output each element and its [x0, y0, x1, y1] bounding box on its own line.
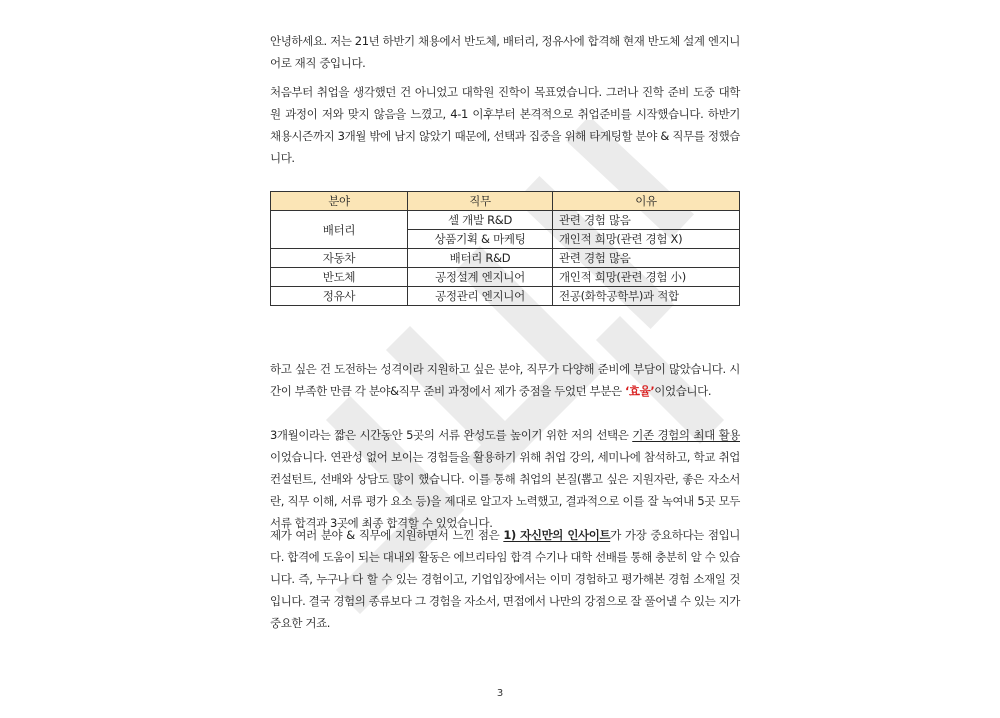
header-field: 분야 — [271, 192, 408, 211]
target-table — [270, 191, 740, 306]
header-reason: 이유 — [553, 192, 740, 211]
table-row — [271, 211, 740, 230]
cell-reason: 관련 경험 많음 — [553, 249, 740, 268]
quote-open: ‘ — [624, 384, 629, 398]
cell-job: 배터리 R&D — [408, 249, 553, 268]
cell-field: 정유사 — [271, 287, 408, 306]
background-paragraph: 처음부터 취업을 생각했던 건 아니었고 대학원 진학이 목표였습니다. 그러나 진학 준비 도중 대학원 과정이 저와 맞지 않음을 느꼈고, 4-1 이후부터 본격적으로 취업준비를 시작했습니다. 하반기 채용시즌까지 3개월 밖에 남지 않았기 때문에, 선택과 집중을 위해 타게팅할 분야 & 직무를 정했습니다. — [270, 85, 740, 165]
table-row — [271, 249, 740, 268]
table-row — [271, 287, 740, 306]
efficiency-paragraph — [270, 358, 740, 402]
efficiency-text: 하고 싶은 건 도전하는 성격이라 지원하고 싶은 분야, 직무가 다양해 준비에 부담이 많았습니다. 시간이 부족한 만큼 각 분야&직무 준비 과정에서 제가 중점을 두었던 부분은 — [270, 362, 740, 398]
strategy-paragraph — [270, 424, 740, 534]
table-row — [271, 268, 740, 287]
cell-field: 배터리 — [271, 211, 408, 249]
cell-job: 공정설계 엔지니어 — [408, 268, 553, 287]
cell-reason: 개인적 희망(관련 경험 小) — [553, 268, 740, 287]
strategy-underline: 기존 경험의 최대 활용 — [632, 428, 740, 442]
insight-text-end: 가 가장 중요하다는 점입니다. 합격에 도움이 되는 대내외 활동은 에브리타임 합격 수기나 대학 선배를 통해 충분히 알 수 있습니다. 즉, 누구나 다 할 수 있는 경험이고, 기업입장에서는 이미 경험하고 평가해본 경험 소재일 것입니다. 결국 경험의 종류보다 그 경험을 자소서, 면접에서 나만의 강점으로 잘 풀어낼 수 있는 지가 중요한 거죠. — [270, 528, 740, 630]
cell-job: 공정관리 엔지니어 — [408, 287, 553, 306]
strategy-text: 3개월이라는 짧은 시간동안 5곳의 서류 완성도를 높이기 위한 저의 선택은 — [270, 428, 633, 442]
efficiency-text-end: 이었습니다. — [654, 384, 712, 398]
cell-reason: 전공(화학공학부)과 적합 — [553, 287, 740, 306]
cell-job: 셀 개발 R&D — [408, 211, 553, 230]
page-number: 3 — [496, 688, 504, 699]
cell-job: 상품기획 & 마케팅 — [408, 230, 553, 249]
cell-reason: 관련 경험 많음 — [553, 211, 740, 230]
insight-text: 제가 여러 분야 & 직무에 지원하면서 느낀 점은 — [270, 528, 504, 542]
cell-field: 자동차 — [271, 249, 408, 268]
cell-reason: 개인적 희망(관련 경험 X) — [553, 230, 740, 249]
efficiency-highlight: 효율 — [628, 384, 651, 398]
header-job: 직무 — [408, 192, 553, 211]
intro-paragraph: 안녕하세요. 저는 21년 하반기 채용에서 반도체, 배터리, 정유사에 합격해 현재 반도체 설계 엔지니어로 재직 중입니다. — [270, 34, 740, 70]
insight-underline: 1) 자신만의 인사이트 — [503, 528, 611, 542]
cell-field: 반도체 — [271, 268, 408, 287]
insight-paragraph — [270, 524, 740, 634]
table-header-row — [271, 192, 740, 211]
quote-close: ’ — [650, 384, 655, 398]
strategy-text-end: 이었습니다. 연관성 없어 보이는 경험들을 활용하기 위해 취업 강의, 세미나에 참석하고, 학교 취업 컨설턴트, 선배와 상담도 많이 했습니다. 이를 통해 취업의 본질(뽑고 싶은 지원자란, 좋은 자소서란, 직무 이해, 서류 평가 요소 등)을 제대로 알고자 노력했고, 결과적으로 이를 잘 녹여내 5곳 모두 서류 합격과 3곳에 최종 합격할 수 있었습니다. — [270, 450, 740, 530]
